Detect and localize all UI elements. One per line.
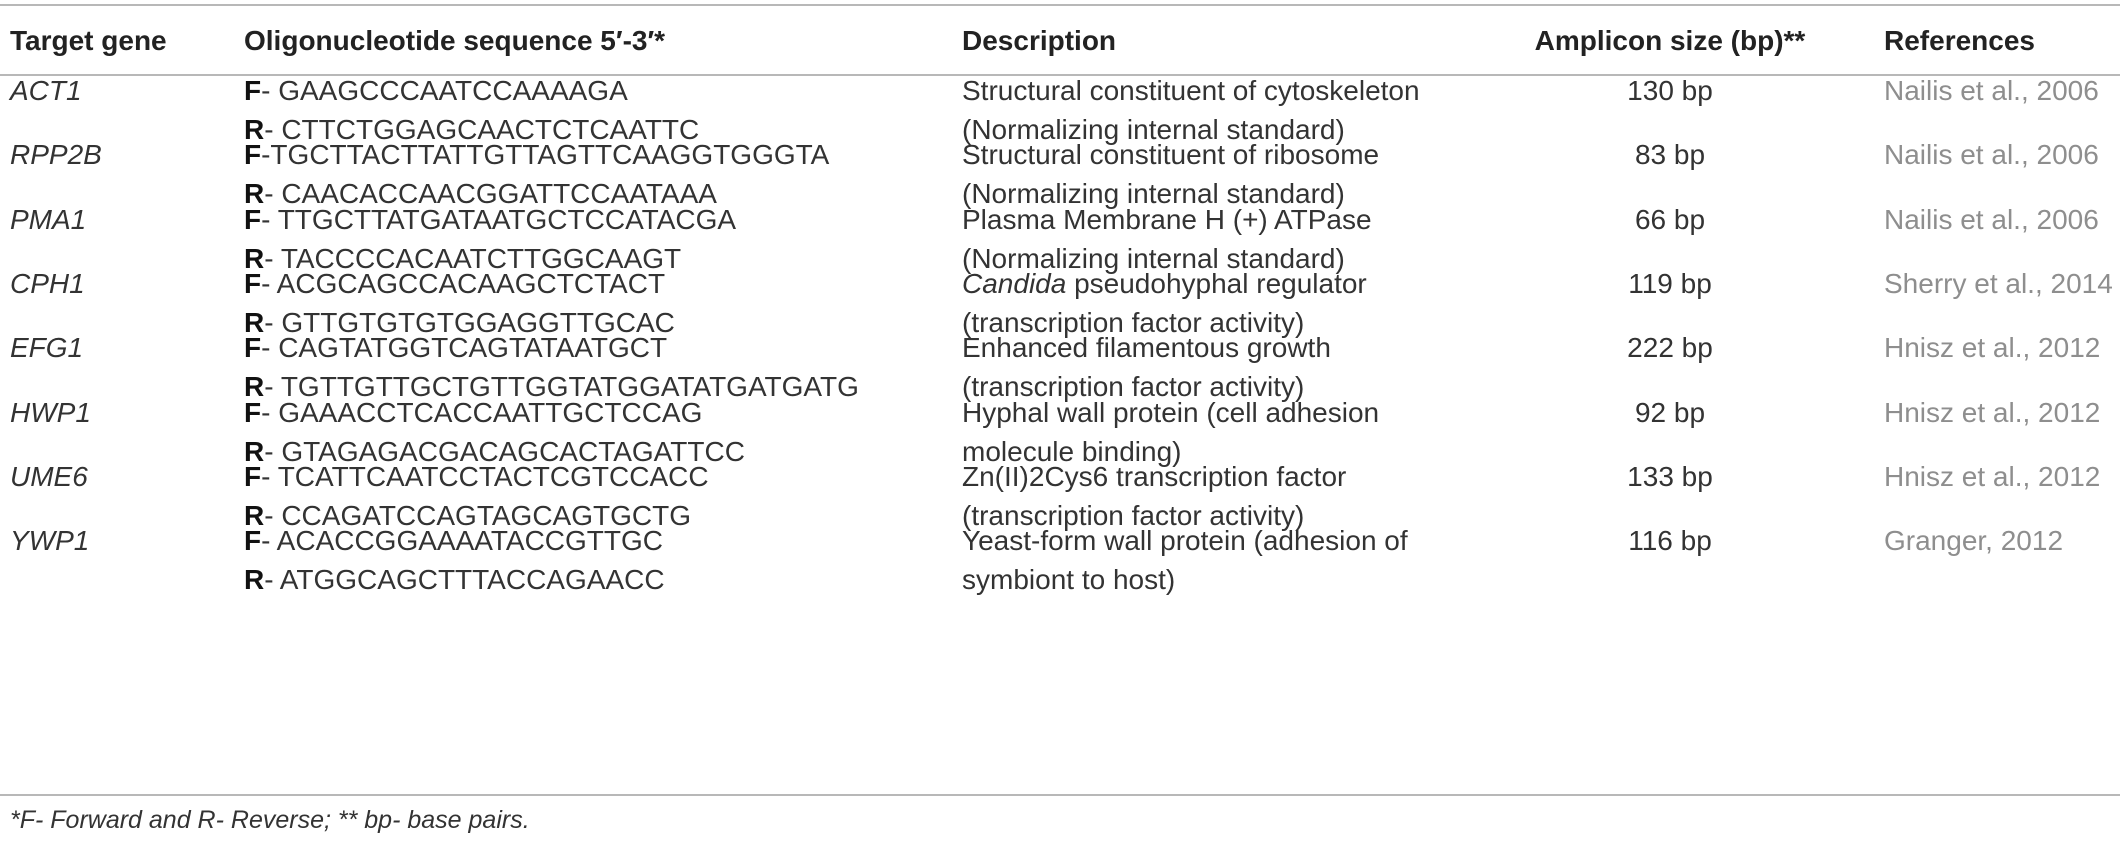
description-line-2: (Normalizing internal standard)	[962, 114, 1345, 145]
description-line-2: molecule binding)	[962, 435, 1182, 467]
forward-label: F	[244, 460, 262, 492]
header-references: References	[1884, 25, 2035, 56]
forward-sequence: - GAAACCTCACCAATTGCTCCAG	[261, 396, 703, 428]
bottom-rule	[0, 794, 2120, 796]
forward-label: F	[244, 75, 262, 106]
amplicon-size: 119 bp	[1628, 267, 1712, 299]
description-line-1	[962, 264, 1367, 303]
amplicon-size: 116 bp	[1628, 525, 1712, 557]
forward-label: F	[244, 267, 262, 299]
target-gene: PMA1	[10, 203, 87, 235]
description-line-1	[962, 135, 1379, 174]
reverse-sequence: - CAACACCAACGGATTCCAATAAA	[264, 178, 717, 210]
description-text: Yeast-form wall protein (adhesion of	[962, 525, 1408, 557]
description-line-1	[962, 521, 1408, 560]
amplicon-size: 83 bp	[1634, 139, 1706, 171]
description-line-2: (transcription factor activity)	[962, 371, 1305, 403]
header-target-gene: Target gene	[10, 25, 167, 56]
description-line-2: (transcription factor activity)	[962, 306, 1305, 338]
reverse-sequence: - CTTCTGGAGCAACTCTCAATTC	[264, 114, 700, 145]
forward-primer	[244, 393, 745, 432]
target-gene: RPP2B	[10, 139, 102, 171]
amplicon-size: 66 bp	[1634, 203, 1706, 235]
forward-sequence: - GAAGCCCAATCCAAAAGA	[261, 75, 628, 106]
description-text: Hyphal wall protein (cell adhesion	[962, 396, 1380, 428]
reverse-primer	[244, 560, 665, 599]
reference: Nailis et al., 2006	[1884, 139, 2099, 171]
reference: Granger, 2012	[1884, 525, 2064, 557]
forward-sequence: - TCATTCAATCCTACTCGTCCACC	[261, 460, 709, 492]
forward-label: F	[244, 139, 262, 171]
forward-label: F	[244, 203, 262, 235]
reverse-sequence: - GTAGAGACGACAGCACTAGATTCC	[264, 435, 745, 467]
reverse-sequence: - ATGGCAGCTTTACCAGAACC	[264, 564, 665, 596]
description-line-1	[962, 200, 1372, 239]
reverse-label: R	[244, 371, 265, 403]
amplicon-size: 222 bp	[1627, 332, 1713, 364]
reverse-sequence: - GTTGTGTGTGGAGGTTGCAC	[264, 306, 675, 338]
description-line-1	[962, 71, 1420, 110]
description-line-1	[962, 457, 1346, 496]
target-gene: YWP1	[10, 525, 90, 557]
description-text: Zn(II)2Cys6 transcription factor	[962, 460, 1347, 492]
reverse-label: R	[244, 435, 265, 467]
forward-sequence: - ACACCGGAAAATACCGTTGC	[261, 525, 663, 557]
forward-primer	[244, 521, 665, 560]
reverse-label: R	[244, 564, 265, 596]
forward-primer	[244, 135, 829, 174]
amplicon-size: 133 bp	[1627, 460, 1713, 492]
forward-sequence: -TGCTTACTTATTGTTAGTTCAAGGTGGGTA	[261, 139, 830, 171]
description	[962, 521, 1408, 599]
reverse-sequence: - TACCCCACAATCTTGGCAAGT	[264, 242, 682, 274]
description-italic: Candida	[962, 267, 1067, 299]
forward-primer	[244, 200, 736, 239]
reverse-label: R	[244, 242, 265, 274]
forward-sequence: - ACGCAGCCACAAGCTCTACT	[261, 267, 666, 299]
reverse-label: R	[244, 499, 265, 531]
header-description: Description	[962, 25, 1117, 56]
description-line-1	[962, 328, 1331, 367]
description-line-2: (Normalizing internal standard)	[962, 242, 1345, 274]
header-oligonucleotide-sequence: Oligonucleotide sequence 5′-3′*	[244, 25, 666, 56]
description-line-2: (Normalizing internal standard)	[962, 178, 1345, 210]
forward-sequence: - TTGCTTATGATAATGCTCCATACGA	[261, 203, 737, 235]
forward-label: F	[244, 396, 262, 428]
description-text: Structural constituent of ribosome	[962, 139, 1380, 171]
oligo-sequence	[244, 521, 665, 599]
target-gene: ACT1	[10, 75, 82, 106]
top-rule	[0, 4, 2120, 6]
reference: Hnisz et al., 2012	[1884, 332, 2101, 364]
target-gene: EFG1	[10, 332, 84, 364]
description-line-1	[962, 393, 1379, 432]
header-amplicon-size: Amplicon size (bp)**	[1534, 25, 1806, 56]
description-line-2: symbiont to host)	[962, 564, 1176, 596]
table-row	[0, 521, 2120, 608]
table-footnote: *F- Forward and R- Reverse; ** bp- base pairs.	[10, 806, 530, 834]
amplicon-size: 92 bp	[1634, 396, 1706, 428]
target-gene: HWP1	[10, 396, 91, 428]
forward-label: F	[244, 332, 262, 364]
description-text: pseudohyphal regulator	[1066, 267, 1367, 299]
forward-primer	[244, 264, 675, 303]
forward-sequence: - CAGTATGGTCAGTATAATGCT	[261, 332, 668, 364]
reverse-label: R	[244, 178, 265, 210]
reverse-sequence: - TGTTGTTGCTGTTGGTATGGATATGATGATG	[264, 371, 859, 403]
reverse-label: R	[244, 306, 265, 338]
forward-primer	[244, 71, 699, 110]
target-gene: CPH1	[10, 267, 85, 299]
amplicon-size: 130 bp	[1627, 75, 1713, 106]
reference: Sherry et al., 2014	[1884, 267, 2113, 299]
forward-primer	[244, 457, 709, 496]
forward-primer	[244, 328, 859, 367]
description-line-2: (transcription factor activity)	[962, 499, 1305, 531]
description-text: Plasma Membrane H (+) ATPase	[962, 203, 1372, 235]
reference: Nailis et al., 2006	[1884, 75, 2099, 106]
reference: Hnisz et al., 2012	[1884, 460, 2101, 492]
reference: Nailis et al., 2006	[1884, 203, 2099, 235]
target-gene: UME6	[10, 460, 88, 492]
description-text: Enhanced filamentous growth	[962, 332, 1331, 364]
description-text: Structural constituent of cytoskeleton	[962, 75, 1420, 106]
reference: Hnisz et al., 2012	[1884, 396, 2101, 428]
reverse-label: R	[244, 114, 265, 145]
forward-label: F	[244, 525, 262, 557]
reverse-sequence: - CCAGATCCAGTAGCAGTGCTG	[264, 499, 691, 531]
